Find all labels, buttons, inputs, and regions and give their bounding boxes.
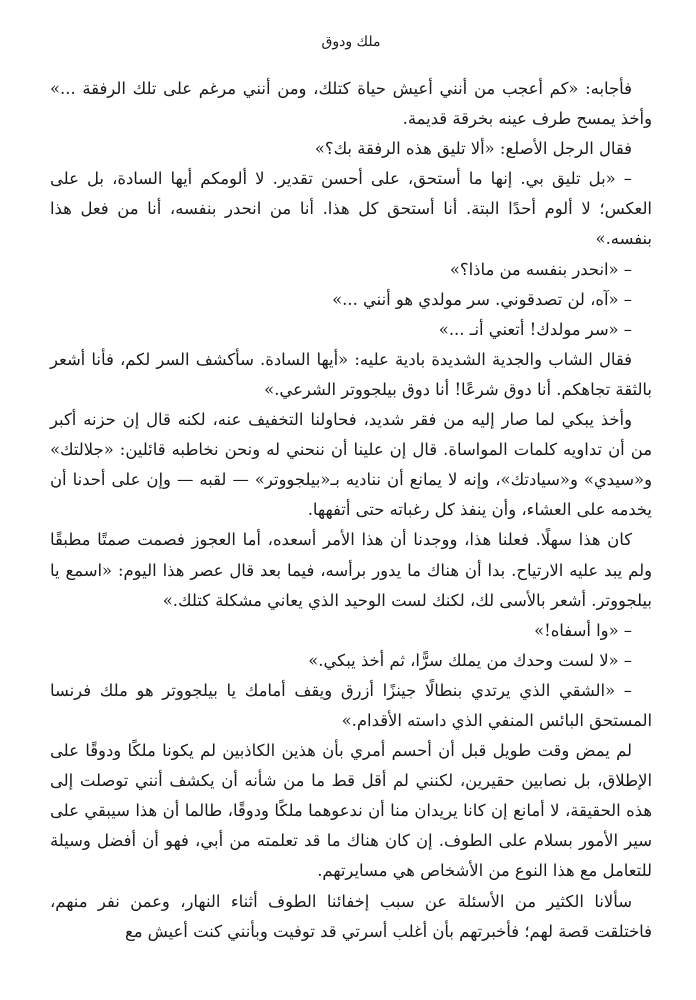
paragraph: فقال الرجل الأصلع: «ألا تليق هذه الرفقة بك؟» [314, 139, 632, 159]
paragraph: فأجابه: «كم أعجب من أنني أعيش حياة كتلك، ومن أنني مرغم على تلك الرفقة ...» وأخذ يمسح طرف عينه بخرقة قديمة. [50, 79, 652, 129]
dialogue-line: – «بل تليق بي. إنها ما أستحق، على أحسن تقدير. لا ألومكم أيها السادة، بل على العكس؛ لا ألوم أحدًا البتة. أنا أستحق كل هذا. أنا من انحدر بنفسه، أنا من فعل هذا بنفسه.» [50, 169, 652, 249]
paragraph: فقال الشاب والجدية الشديدة بادية عليه: «أيها السادة. سأكشف السر لكم، فأنا أشعر بالثقة تجاهكم. أنا دوق شرعًا! أنا دوق بيلجووتر الشرعي.» [50, 349, 652, 399]
dialogue-line: – «وا أسفاه!» [534, 620, 632, 640]
dialogue-line: – «آه، لن تصدقوني. سر مولدي هو أنني ...» [332, 289, 632, 309]
paragraph: لم يمض وقت طويل قبل أن أحسم أمري بأن هذين الكاذبين لم يكونا ملكًا ودوقًا على الإطلاق، بل نصابين حقيرين، لكنني لم أقل قط ما من شأنه أن يكشف أنني توصلت إلى هذه الحقيقة، لا أمانع إن كانا يريدان منا أن ندعوهما ملكًا ودوقًا، طالما أن هذا سيبقي على سير الأمور بسلام على الطوف. إن كان هناك ما قد تعلمته من أبي، فهو أن أفضل وسيلة للتعامل مع هذا النوع من الأشخاص هي مسايرتهم. [50, 741, 652, 881]
paragraph: كان هذا سهلًا. فعلنا هذا، ووجدنا أن هذا الأمر أسعده، أما العجوز فصمت صمتًا مطبقًا ولم يبد عليه الارتياح. بدا أن هناك ما يدور برأسه، فيما بعد قال عصر هذا اليوم: «اسمع يا بيلجووتر. أشعر بالأسى لك، لكنك لست الوحيد الذي يعاني مشكلة كتلك.» [50, 530, 652, 610]
body-text [50, 74, 652, 947]
dialogue-line: – «انحدر بنفسه من ماذا؟» [449, 259, 632, 279]
dialogue-line: – «سر مولدك! أتعني أنـ ...» [438, 319, 632, 339]
dialogue-line: – «لا لست وحدك من يملك سرًّا، ثم أخذ يبكي.» [308, 650, 632, 670]
paragraph: وأخذ يبكي لما صار إليه من فقر شديد، فحاولنا التخفيف عنه، لكنه قال إن حزنه أكبر من أن تداويه كلمات المواساة. قال إن علينا أن ننحني له ونحن نخاطبه قائلين: «جلالتك» و«سيدي» و«سيادتك»، وإنه لا يمانع أن نناديه بـ«بيلجووتر» — لقبه — وإن على أحدنا أن يخدمه على العشاء، وأن ينفذ كل رغباته حتى أتفهها. [50, 410, 652, 520]
running-title: ملك ودوق [321, 34, 381, 50]
paragraph: سألانا الكثير من الأسئلة عن سبب إخفائنا الطوف أثناء النهار، وعمن نفر منهم، فاختلقت قصة لهم؛ فأخبرتهم بأن أغلب أسرتي قد توفيت وبأنني كنت أعيش مع [50, 891, 652, 941]
dialogue-line: – «الشقي الذي يرتدي بنطالًا جينزًا أزرق ويقف أمامك يا بيلجووتر هو ملك فرنسا المستحق البائس المنفي الذي داسته الأقدام.» [50, 680, 652, 730]
